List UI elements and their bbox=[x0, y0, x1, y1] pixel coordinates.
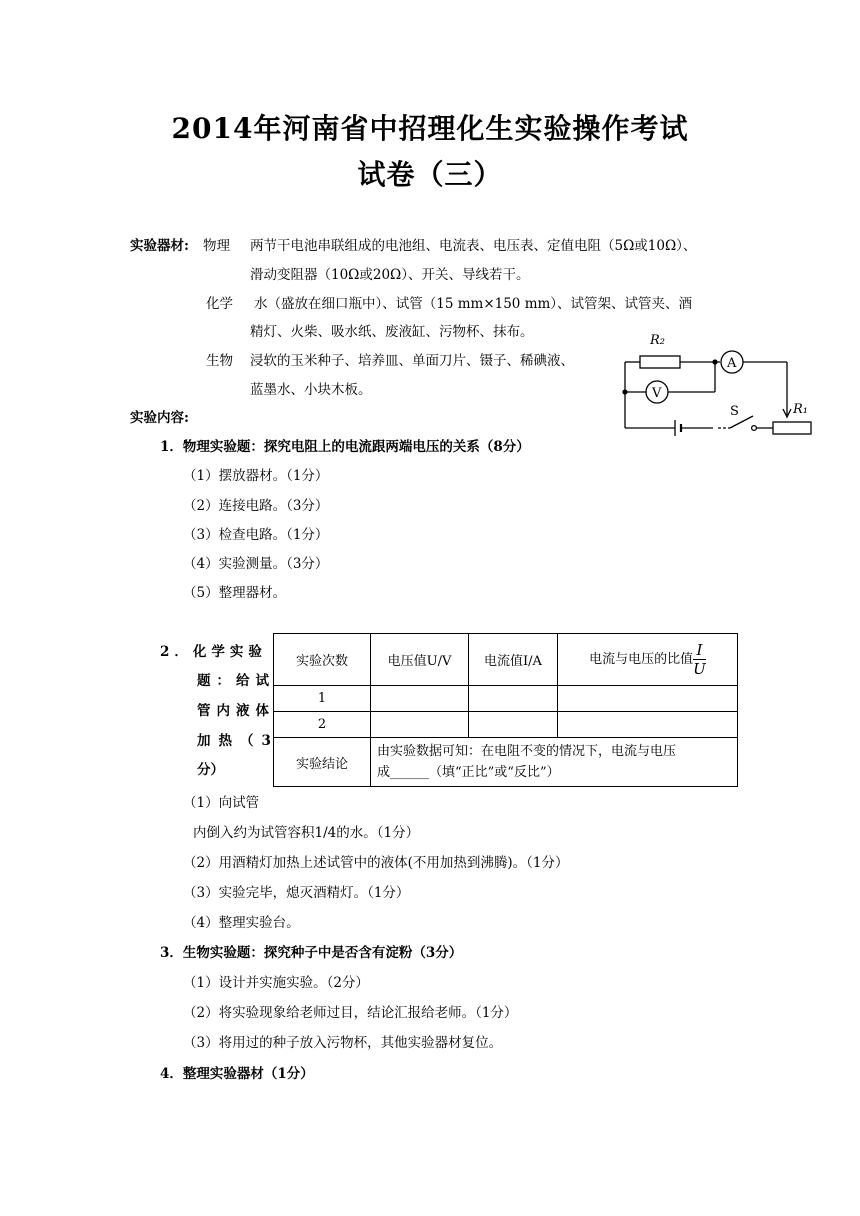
chemistry-step-4: （4）整理实验台。 bbox=[183, 915, 300, 931]
chemistry-step-1b: 内倒入约为试管容积1/4的水。（1分） bbox=[193, 825, 420, 841]
equipment-chemistry-line2: 精灯、火柴、吸水纸、废液缸、污物杯、抹布。 bbox=[250, 324, 534, 340]
header-trial: 实验次数 bbox=[274, 634, 371, 686]
biology-step-1: （1）设计并实施实验。（2分） bbox=[183, 975, 369, 991]
label-r2: R₂ bbox=[650, 333, 665, 348]
equipment-physics-subject: 物理 bbox=[203, 238, 230, 254]
physics-step-4: （4）实验测量。（3分） bbox=[183, 556, 329, 572]
cleanup-heading: 4．整理实验器材（1分） bbox=[160, 1066, 314, 1082]
equipment-physics-line2: 滑动变阻器（10Ω或20Ω）、开关、导线若干。 bbox=[250, 267, 530, 283]
equipment-biology-line2: 蓝墨水、小块木板。 bbox=[250, 382, 372, 398]
physics-step-1: （1）摆放器材。（1分） bbox=[183, 468, 329, 484]
conclusion-line1: 由实验数据可知：在电阻不变的情况下，电流与电压 bbox=[377, 744, 677, 759]
conclusion-line2: 成______（填“正比”或“反比”） bbox=[377, 765, 560, 780]
physics-step-2: （2）连接电路。（3分） bbox=[183, 498, 329, 514]
biology-step-3: （3）将用过的种子放入污物杯，其他实验器材复位。 bbox=[183, 1035, 503, 1051]
content-label: 实验内容: bbox=[130, 410, 189, 426]
row2-trial: 2 bbox=[274, 712, 371, 738]
label-voltmeter: V bbox=[652, 386, 662, 401]
conclusion-text bbox=[371, 738, 738, 787]
label-ammeter: A bbox=[727, 356, 737, 371]
row1-voltage bbox=[371, 686, 469, 712]
row2-ratio bbox=[558, 712, 738, 738]
physics-step-5: （5）整理器材。 bbox=[183, 585, 287, 601]
chemistry-heading-line2: 题：给试 bbox=[197, 673, 275, 689]
data-table bbox=[273, 633, 738, 787]
equipment-label: 实验器材: bbox=[130, 238, 189, 254]
equipment-chemistry-line1: 水（盛放在细口瓶中）、试管（15 mm×150 mm）、试管架、试管夹、酒 bbox=[254, 296, 693, 312]
ratio-denominator: U bbox=[693, 660, 706, 678]
table-header-row bbox=[274, 634, 738, 686]
row1-current bbox=[469, 686, 558, 712]
header-ratio-label: 电流与电压的比值 bbox=[589, 652, 694, 667]
chemistry-heading-line1: 2．化学实验 bbox=[160, 644, 267, 660]
table-row bbox=[274, 712, 738, 738]
circuit-diagram bbox=[615, 325, 820, 440]
chemistry-heading-line3: 管内液体 bbox=[197, 703, 275, 719]
label-switch: S bbox=[730, 404, 739, 419]
row2-voltage bbox=[371, 712, 469, 738]
row2-current bbox=[469, 712, 558, 738]
ratio-fraction bbox=[693, 641, 706, 678]
chemistry-step-3: （3）实验完毕，熄灭酒精灯。（1分） bbox=[183, 885, 410, 901]
table-row bbox=[274, 686, 738, 712]
chemistry-heading-line4: 加热（3 bbox=[197, 733, 279, 749]
chemistry-step-1a: （1）向试管 bbox=[183, 795, 260, 811]
physics-heading: 1．物理实验题：探究电阻上的电流跟两端电压的关系（8分） bbox=[160, 439, 530, 455]
conclusion-label: 实验结论 bbox=[274, 738, 371, 787]
label-r1: R₁ bbox=[793, 402, 808, 417]
chemistry-step-2: （2）用酒精灯加热上述试管中的液体(不用加热到沸腾)。（1分） bbox=[183, 855, 569, 871]
row1-ratio bbox=[558, 686, 738, 712]
header-current: 电流值I/A bbox=[469, 634, 558, 686]
physics-step-3: （3）检查电路。（1分） bbox=[183, 527, 329, 543]
equipment-chemistry-subject: 化学 bbox=[206, 296, 233, 312]
page-subtitle: 试卷（三） bbox=[357, 158, 503, 191]
chemistry-heading-line5: 分） bbox=[197, 762, 224, 778]
equipment-physics-line1: 两节干电池串联组成的电池组、电流表、电压表、定值电阻（5Ω或10Ω）、 bbox=[250, 238, 697, 254]
row1-trial: 1 bbox=[274, 686, 371, 712]
biology-heading: 3．生物实验题：探究种子中是否含有淀粉（3分） bbox=[160, 945, 463, 961]
equipment-biology-subject: 生物 bbox=[206, 353, 233, 369]
ratio-numerator: I bbox=[693, 641, 706, 660]
header-voltage: 电压值U/V bbox=[371, 634, 469, 686]
page-title: 2014年河南省中招理化生实验操作考试 bbox=[171, 112, 689, 145]
header-ratio bbox=[558, 634, 738, 686]
conclusion-row bbox=[274, 738, 738, 787]
equipment-biology-line1: 浸软的玉米种子、培养皿、单面刀片、镊子、稀碘液、 bbox=[250, 353, 574, 369]
biology-step-2: （2）将实验现象给老师过目，结论汇报给老师。（1分） bbox=[183, 1005, 518, 1021]
